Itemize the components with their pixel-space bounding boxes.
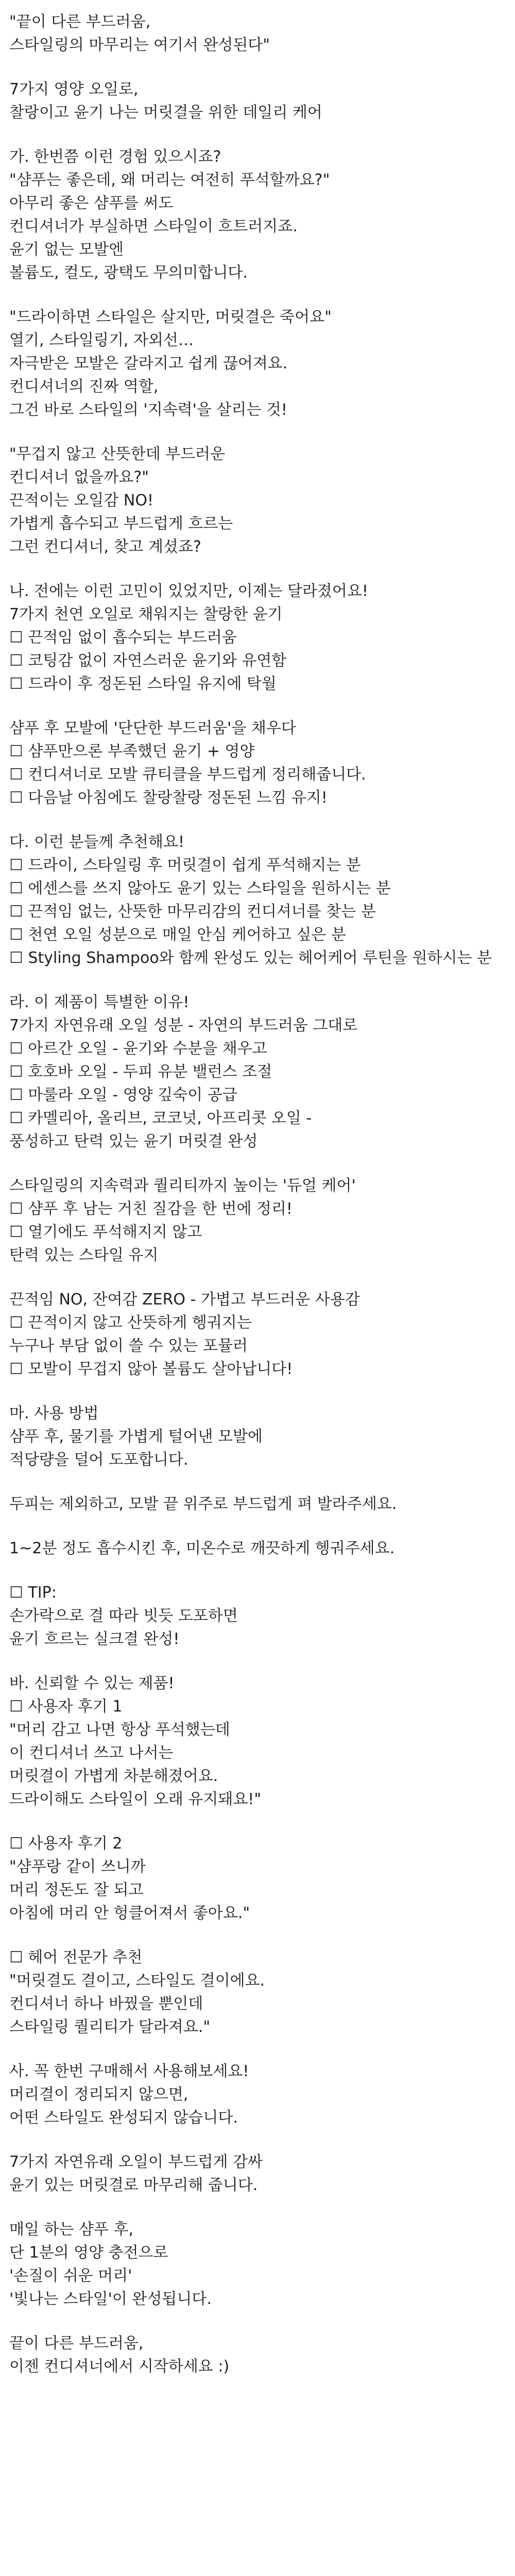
blank-line: [9, 2197, 506, 2218]
text-line: 어떤 스타일도 완성되지 않습니다.: [9, 2109, 238, 2127]
text-line: 머릿결이 가볍게 차분해졌어요.: [9, 1767, 218, 1785]
text-line: ☐ 사용자 후기 2: [9, 1835, 123, 1853]
blank-line: [9, 1381, 506, 1402]
text-line: 아무리 좋은 샴푸를 써도: [9, 194, 174, 212]
text-line: 7가지 천연 오일로 채워지는 찰랑한 윤기: [9, 605, 283, 623]
text-line: 매일 하는 샴푸 후,: [9, 2221, 134, 2239]
text-line: "머리 감고 나면 항상 푸석했는데: [9, 1721, 230, 1739]
text-line: 두피는 제외하고, 모발 끝 위주로 부드럽게 펴 발라주세요.: [9, 1495, 397, 1513]
text-line: 그런 컨디셔너, 찾고 계셨죠?: [9, 538, 201, 556]
blank-line: [9, 2129, 506, 2150]
text-line: 스타일링의 지속력과 퀄리티까지 높이는 '듀얼 케어': [9, 1177, 356, 1195]
text-line: 드라이해도 스타일이 오래 유지돼요!": [9, 1790, 262, 1808]
text-line: 찰랑이고 윤기 나는 머릿결을 위한 데일리 케어: [9, 104, 322, 122]
blank-line: [9, 284, 506, 306]
text-line: ☐ 끈적이지 않고 산뜻하게 헹궈지는: [9, 1314, 252, 1332]
text-line: 이 컨디셔너 쓰고 나서는: [9, 1744, 174, 1762]
text-line: ☐ 모발이 무겁지 않아 볼륨도 살아납니다!: [9, 1360, 293, 1378]
blank-line: [9, 1471, 506, 1493]
text-line: ☐ 코팅감 없이 자연스러운 윤기와 유연함: [9, 652, 287, 670]
text-line: 자극받은 모발은 갈라지고 쉽게 끊어져요.: [9, 354, 288, 372]
blank-line: [9, 1267, 506, 1288]
blank-line: [9, 558, 506, 580]
text-line: 끝이 다른 부드러움,: [9, 2334, 144, 2352]
text-line: 라. 이 제품이 특별한 이유!: [9, 993, 190, 1011]
text-line: 마. 사용 방법: [9, 1404, 99, 1422]
text-line: 컨디셔너가 부실하면 스타일이 흐트러지죠.: [9, 217, 298, 235]
text-line: 7가지 자연유래 오일 성분 - 자연의 부드러움 그대로: [9, 1016, 358, 1035]
text-line: ☐ 카멜리아, 올리브, 코코넛, 아프리콧 오일 -: [9, 1109, 312, 1127]
blank-line: [9, 696, 506, 717]
text-line: ☐ TIP:: [9, 1584, 57, 1602]
text-line: 7가지 영양 오일로,: [9, 80, 139, 98]
blank-line: [9, 2039, 506, 2060]
text-line: 열기, 스타일링기, 자외선…: [9, 331, 194, 349]
blank-line: [9, 1560, 506, 1581]
text-line: ☐ 마룰라 오일 - 영양 깊숙이 공급: [9, 1086, 237, 1104]
text-line: 이젠 컨디셔너에서 시작하세요 :): [9, 2358, 230, 2376]
text-line: "무겁지 않고 산뜻한데 부드러운: [9, 445, 226, 463]
blank-line: [9, 1925, 506, 1946]
text-line: 아침에 머리 안 헝클어져서 좋아요.": [9, 1904, 250, 1922]
text-line: 윤기 있는 머릿결로 마무리해 줍니다.: [9, 2176, 258, 2194]
text-line: 머리결이 정리되지 않으면,: [9, 2086, 188, 2104]
text-line: ☐ 열기에도 푸석해지지 않고: [9, 1223, 202, 1241]
text-line: 스타일링 퀄리티가 달라져요.": [9, 2018, 211, 2036]
text-line: ☐ 에센스를 쓰지 않아도 윤기 있는 스타일을 원하시는 분: [9, 879, 391, 897]
text-line: 컨디셔너 하나 바꿨을 뿐인데: [9, 1995, 203, 2013]
blank-line: [9, 1153, 506, 1174]
text-line: '손질이 쉬운 머리': [9, 2267, 132, 2285]
text-line: 볼륨도, 컬도, 광택도 무의미합니다.: [9, 264, 248, 282]
blank-line: [9, 1811, 506, 1832]
text-line: "드라이하면 스타일은 살지만, 머릿결은 죽어요": [9, 308, 332, 326]
text-line: ☐ 샴푸 후 남는 거친 질감을 한 번에 정리!: [9, 1200, 293, 1218]
text-line: "머릿결도 결이고, 스타일도 결이에요.: [9, 1972, 265, 1990]
text-line: ☐ 다음날 아침에도 찰랑찰랑 정돈된 느낌 유지!: [9, 789, 328, 807]
text-line: 윤기 없는 모발엔: [9, 241, 124, 259]
text-line: ☐ 컨디셔너로 모발 큐티클을 부드럽게 정리해줍니다.: [9, 766, 366, 784]
text-line: ☐ 끈적임 없는, 산뜻한 마무리감의 컨디셔너를 찾는 분: [9, 903, 376, 921]
text-line: ☐ 드라이 후 정돈된 스타일 유지에 탁월: [9, 675, 277, 693]
text-line: 풍성하고 탄력 있는 윤기 머릿결 완성: [9, 1132, 258, 1150]
text-line: 윤기 흐르는 실크결 완성!: [9, 1630, 180, 1648]
blank-line: [9, 1516, 506, 1537]
text-line: 컨디셔너 없을까요?": [9, 468, 149, 486]
blank-line: [9, 124, 506, 145]
text-line: 누구나 부담 없이 쓸 수 있는 포뮬러: [9, 1337, 248, 1355]
blank-line: [9, 970, 506, 991]
text-line: 샴푸 후 모발에 '단단한 부드러움'을 채우다: [9, 719, 296, 737]
text-line: 7가지 자연유래 오일이 부드럽게 감싸: [9, 2153, 263, 2171]
text-line: 손가락으로 결 따라 빗듯 도포하면: [9, 1607, 238, 1625]
text-line: 가볍게 흡수되고 부드럽게 흐르는: [9, 515, 233, 533]
blank-line: [9, 421, 506, 443]
text-line: 그건 바로 스타일의 '지속력'을 살리는 것!: [9, 401, 287, 419]
text-line: ☐ 사용자 후기 1: [9, 1698, 123, 1716]
text-line: '빛나는 스타일'이 완성됩니다.: [9, 2290, 212, 2308]
blank-line: [9, 1651, 506, 1672]
text-line: 끈적임 NO, 잔여감 ZERO - 가볍고 부드러운 사용감: [9, 1291, 360, 1309]
text-line: 끈적이는 오일감 NO!: [9, 492, 154, 510]
text-line: ☐ Styling Shampoo와 함께 완성도 있는 헤어케어 루틴을 원하시는 분: [9, 949, 492, 967]
text-line: 다. 이런 분들께 추천해요!: [9, 833, 184, 851]
blank-line: [9, 2311, 506, 2332]
blank-line: [9, 57, 506, 78]
text-line: "샴푸랑 같이 쓰니까: [9, 1858, 146, 1876]
text-line: 단 1분의 영양 충전으로: [9, 2244, 168, 2262]
text-line: ☐ 드라이, 스타일링 후 머릿결이 쉽게 푸석해지는 분: [9, 856, 361, 874]
text-line: 가. 한번쯤 이런 경험 있으시죠?: [9, 148, 221, 166]
text-line: ☐ 아르간 오일 - 윤기와 수분을 채우고: [9, 1040, 267, 1058]
text-line: "샴푸는 좋은데, 왜 머리는 여전히 푸석할까요?": [9, 171, 330, 189]
text-line: ☐ 호호바 오일 - 두피 유분 밸런스 조절: [9, 1063, 272, 1081]
text-line: ☐ 천연 오일 성분으로 매일 안심 케어하고 싶은 분: [9, 926, 346, 944]
text-line: 사. 꼭 한번 구매해서 사용해보세요!: [9, 2062, 249, 2080]
text-line: ☐ 헤어 전문가 추천: [9, 1948, 143, 1967]
text-line: ☐ 샴푸만으론 부족했던 윤기 + 영양: [9, 742, 255, 760]
text-line: 적당량을 덜어 도포합니다.: [9, 1451, 188, 1469]
text-line: 1~2분 정도 흡수시킨 후, 미온수로 깨끗하게 헹궈주세요.: [9, 1539, 395, 1557]
text-line: 샴푸 후, 물기를 가볍게 털어낸 모발에: [9, 1428, 263, 1446]
text-line: 머리 정돈도 잘 되고: [9, 1881, 144, 1899]
text-line: ☐ 끈적임 없이 흡수되는 부드러움: [9, 629, 237, 647]
text-line: 탄력 있는 스타일 유지: [9, 1246, 159, 1264]
text-line: 컨디셔너의 진짜 역할,: [9, 378, 159, 396]
text-line: 나. 전에는 이런 고민이 있었지만, 이제는 달라졌어요!: [9, 582, 368, 600]
text-line: 스타일링의 마무리는 여기서 완성된다": [9, 36, 270, 54]
blank-line: [9, 809, 506, 831]
text-line: 바. 신뢰할 수 있는 제품!: [9, 1674, 175, 1692]
text-line: "끝이 다른 부드러움,: [9, 13, 151, 31]
